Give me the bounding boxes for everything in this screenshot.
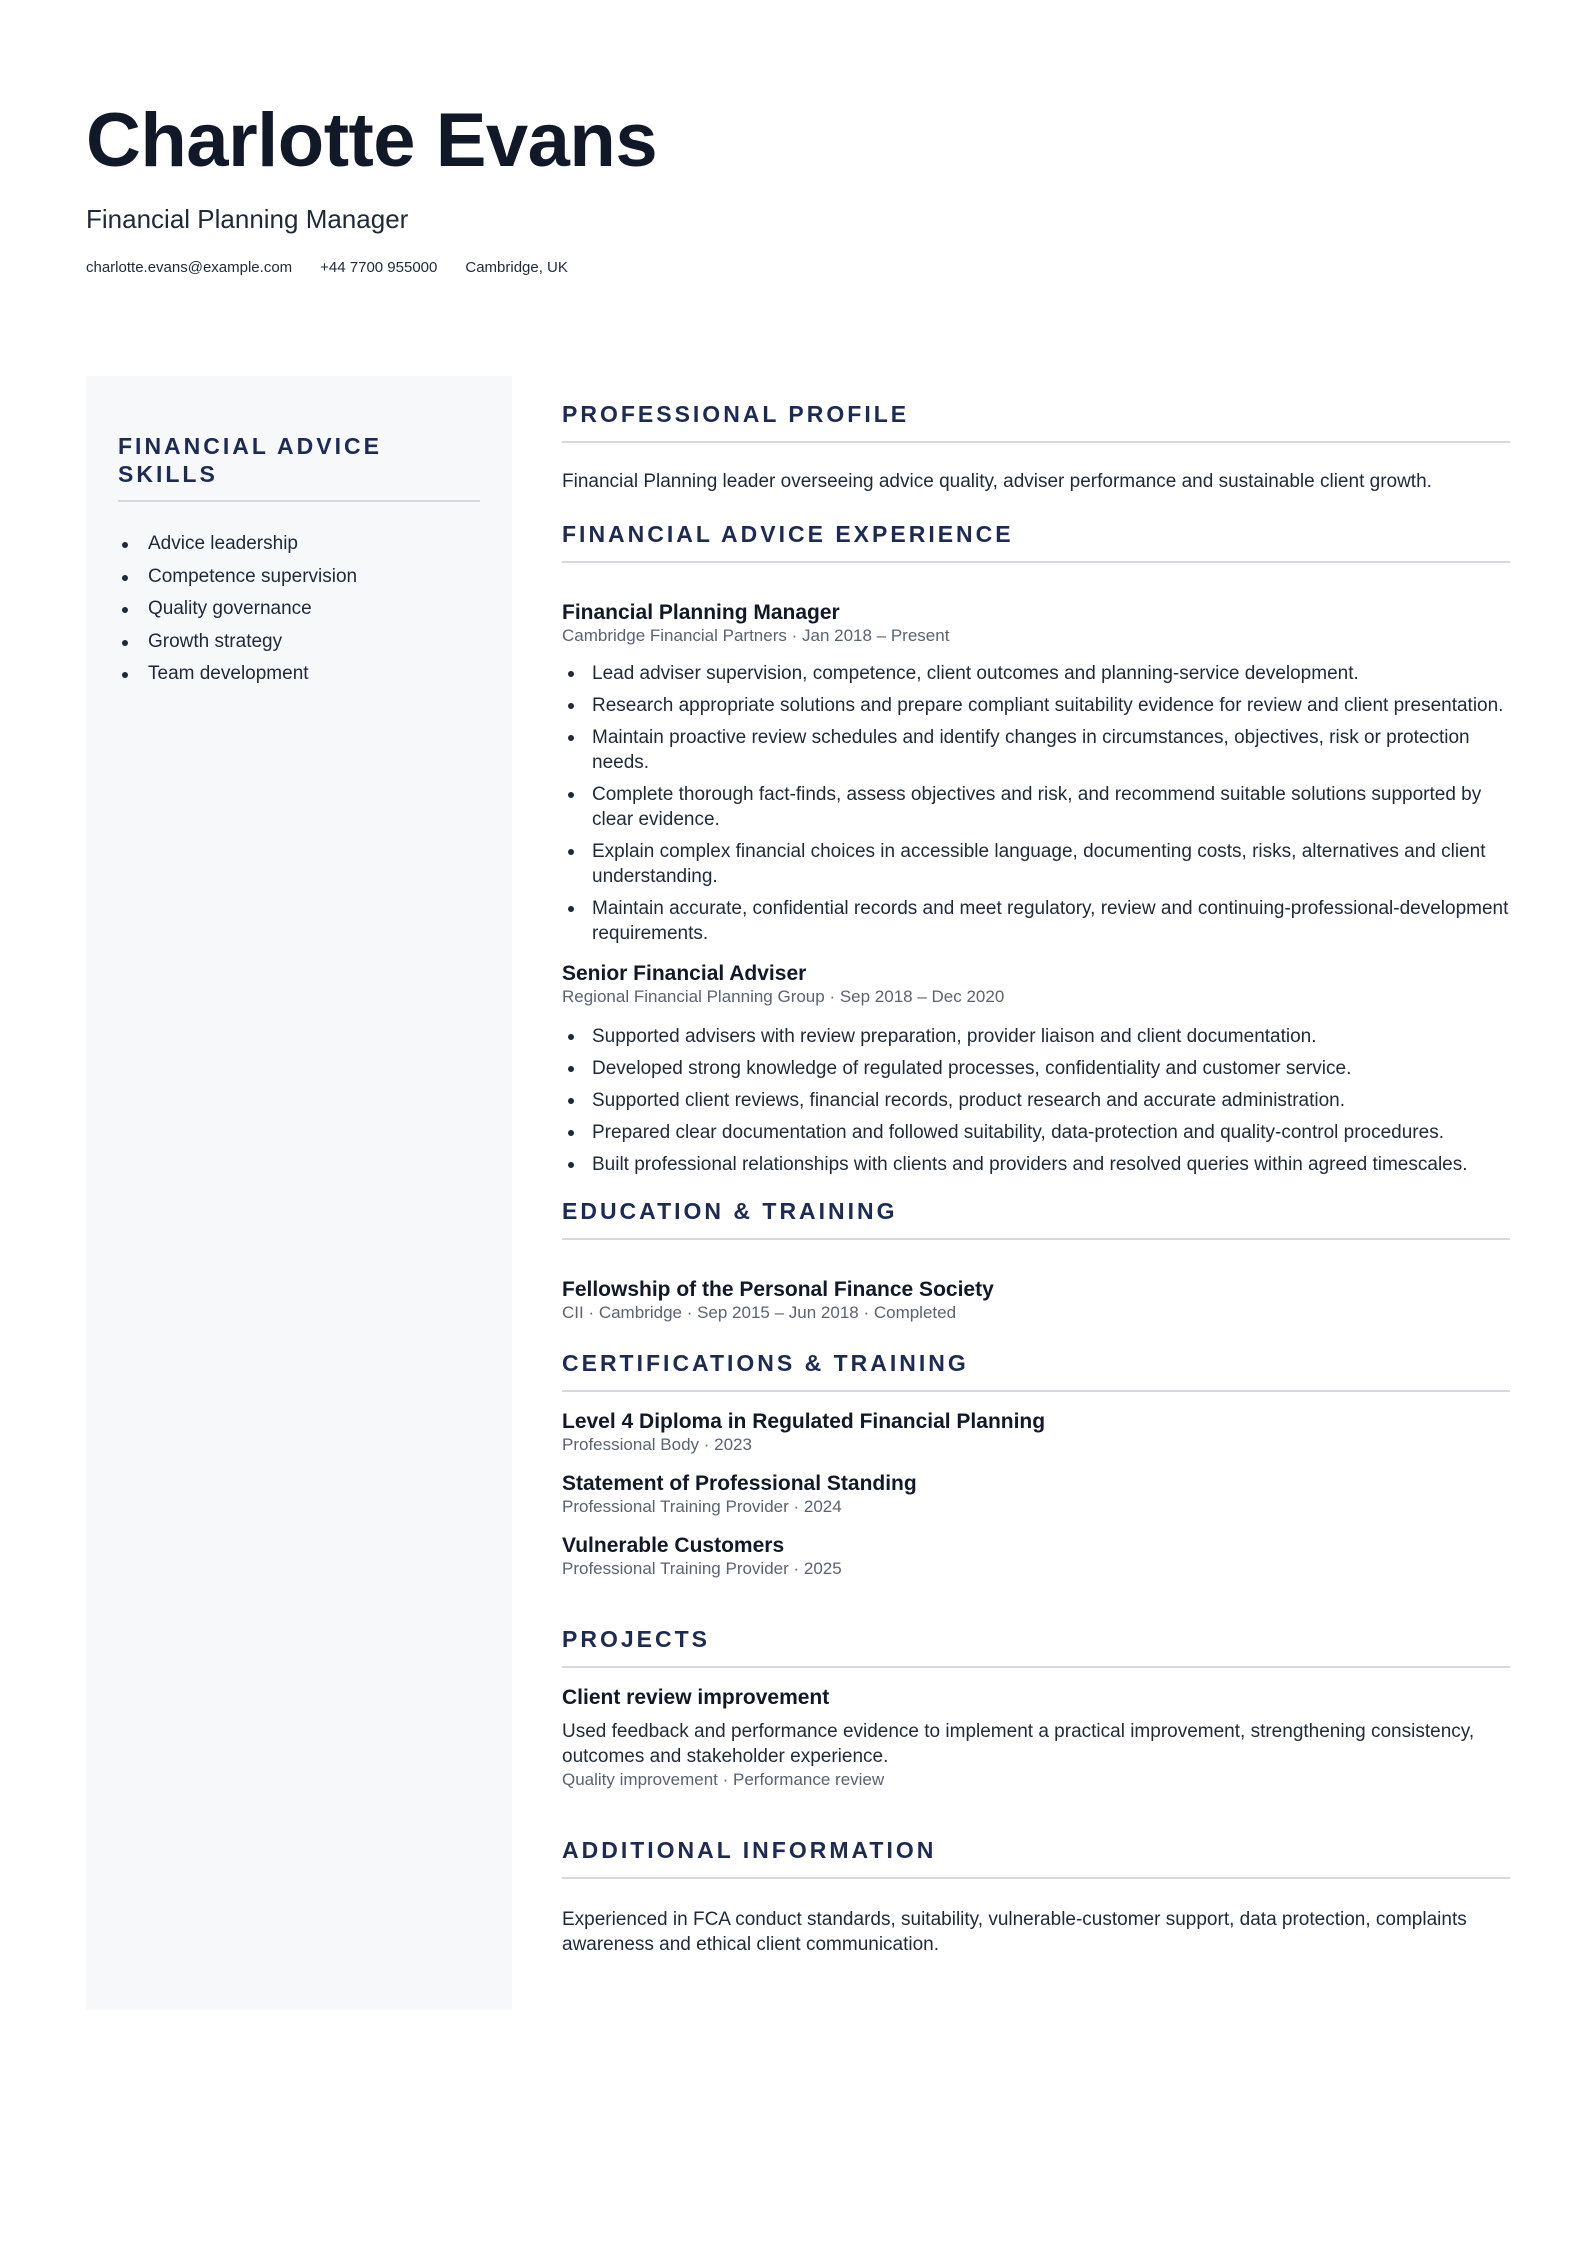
candidate-name: Charlotte Evans — [86, 98, 658, 183]
job-bullet: Explain complex financial choices in accessible language, documenting costs, risks, alternatives and client understanding. — [562, 839, 1510, 889]
projects-section — [562, 1625, 1510, 1790]
job-bullet: Maintain accurate, confidential records and meet regulatory, review and continuing-professional-development requirements. — [562, 896, 1510, 946]
job-bullets — [562, 661, 1510, 946]
job-bullet: Lead adviser supervision, competence, client outcomes and planning-service development. — [562, 661, 1510, 686]
experience-heading: FINANCIAL ADVICE EXPERIENCE — [562, 520, 1510, 563]
additional-section — [562, 1836, 1510, 1957]
certification-meta: Professional Training Provider · 2025 — [562, 1559, 842, 1578]
contact-phone: +44 7700 955000 — [320, 259, 438, 276]
job-entry — [562, 601, 1510, 946]
profile-section — [562, 400, 1510, 494]
sidebar — [86, 376, 512, 2010]
skill-item: Quality governance — [118, 593, 480, 626]
contact-email: charlotte.evans@example.com — [86, 259, 293, 276]
job-bullet: Supported advisers with review preparation, provider liaison and client documentation. — [562, 1024, 1510, 1049]
job-bullet: Built professional relationships with clients and providers and resolved queries within agreed timescales. — [562, 1152, 1510, 1177]
additional-text: Experienced in FCA conduct standards, suitability, vulnerable-customer support, data protection, complaints awareness and ethical client communication. — [562, 1909, 1467, 1955]
job-meta: Regional Financial Planning Group · Sep 2018 – Dec 2020 — [562, 987, 1005, 1006]
project-title: Client review improvement — [562, 1686, 830, 1709]
certification-meta: Professional Body · 2023 — [562, 1435, 752, 1454]
certification-title: Vulnerable Customers — [562, 1534, 785, 1557]
skill-item: Advice leadership — [118, 528, 480, 561]
experience-section — [562, 520, 1510, 1177]
job-bullet: Prepared clear documentation and followed suitability, data-protection and quality-control procedures. — [562, 1120, 1510, 1145]
profile-heading: PROFESSIONAL PROFILE — [562, 400, 1510, 443]
project-entry — [562, 1686, 1510, 1790]
certification-meta: Professional Training Provider · 2024 — [562, 1497, 842, 1516]
job-entry — [562, 962, 1510, 1177]
job-bullet: Maintain proactive review schedules and identify changes in circumstances, objectives, risk or protection needs. — [562, 725, 1510, 775]
education-heading: EDUCATION & TRAINING — [562, 1197, 1510, 1240]
additional-heading: ADDITIONAL INFORMATION — [562, 1836, 1510, 1879]
education-entry — [562, 1278, 1510, 1323]
certifications-heading: CERTIFICATIONS & TRAINING — [562, 1349, 1510, 1392]
job-bullet: Research appropriate solutions and prepare compliant suitability evidence for review and client presentation. — [562, 693, 1510, 718]
projects-heading: PROJECTS — [562, 1625, 1510, 1668]
certification-entry — [562, 1410, 1510, 1455]
job-bullet: Developed strong knowledge of regulated processes, confidentiality and customer service. — [562, 1056, 1510, 1081]
candidate-role: Financial Planning Manager — [86, 204, 409, 234]
certification-entry — [562, 1472, 1510, 1517]
resume-header — [86, 94, 1506, 278]
contact-location: Cambridge, UK — [465, 259, 568, 276]
certification-entry — [562, 1534, 1510, 1579]
job-bullet: Supported client reviews, financial records, product research and accurate administration. — [562, 1088, 1510, 1113]
job-meta: Cambridge Financial Partners · Jan 2018 – Present — [562, 626, 950, 645]
profile-text: Financial Planning leader overseeing advice quality, adviser performance and sustainable client growth. — [562, 471, 1432, 492]
contact-line — [86, 258, 1506, 278]
certifications-section — [562, 1349, 1510, 1579]
main-column — [562, 400, 1510, 1957]
education-title: Fellowship of the Personal Finance Society — [562, 1278, 994, 1301]
certification-title: Statement of Professional Standing — [562, 1472, 917, 1495]
job-bullets — [562, 1024, 1510, 1177]
skill-item: Team development — [118, 658, 480, 691]
job-title: Senior Financial Adviser — [562, 962, 807, 985]
project-description: Used feedback and performance evidence to implement a practical improvement, strengthening consistency, outcomes and stakeholder experience. — [562, 1721, 1475, 1767]
job-title: Financial Planning Manager — [562, 601, 840, 624]
education-section — [562, 1197, 1510, 1323]
skills-heading: FINANCIAL ADVICE SKILLS — [118, 432, 480, 502]
job-bullet: Complete thorough fact-finds, assess objectives and risk, and recommend suitable solutions supported by clear evidence. — [562, 782, 1510, 832]
education-meta: CII · Cambridge · Sep 2015 – Jun 2018 · Completed — [562, 1303, 957, 1322]
skill-item: Competence supervision — [118, 561, 480, 594]
skill-item: Growth strategy — [118, 626, 480, 659]
certification-title: Level 4 Diploma in Regulated Financial Planning — [562, 1410, 1046, 1433]
project-tags: Quality improvement · Performance review — [562, 1770, 885, 1789]
skills-list — [118, 528, 480, 691]
